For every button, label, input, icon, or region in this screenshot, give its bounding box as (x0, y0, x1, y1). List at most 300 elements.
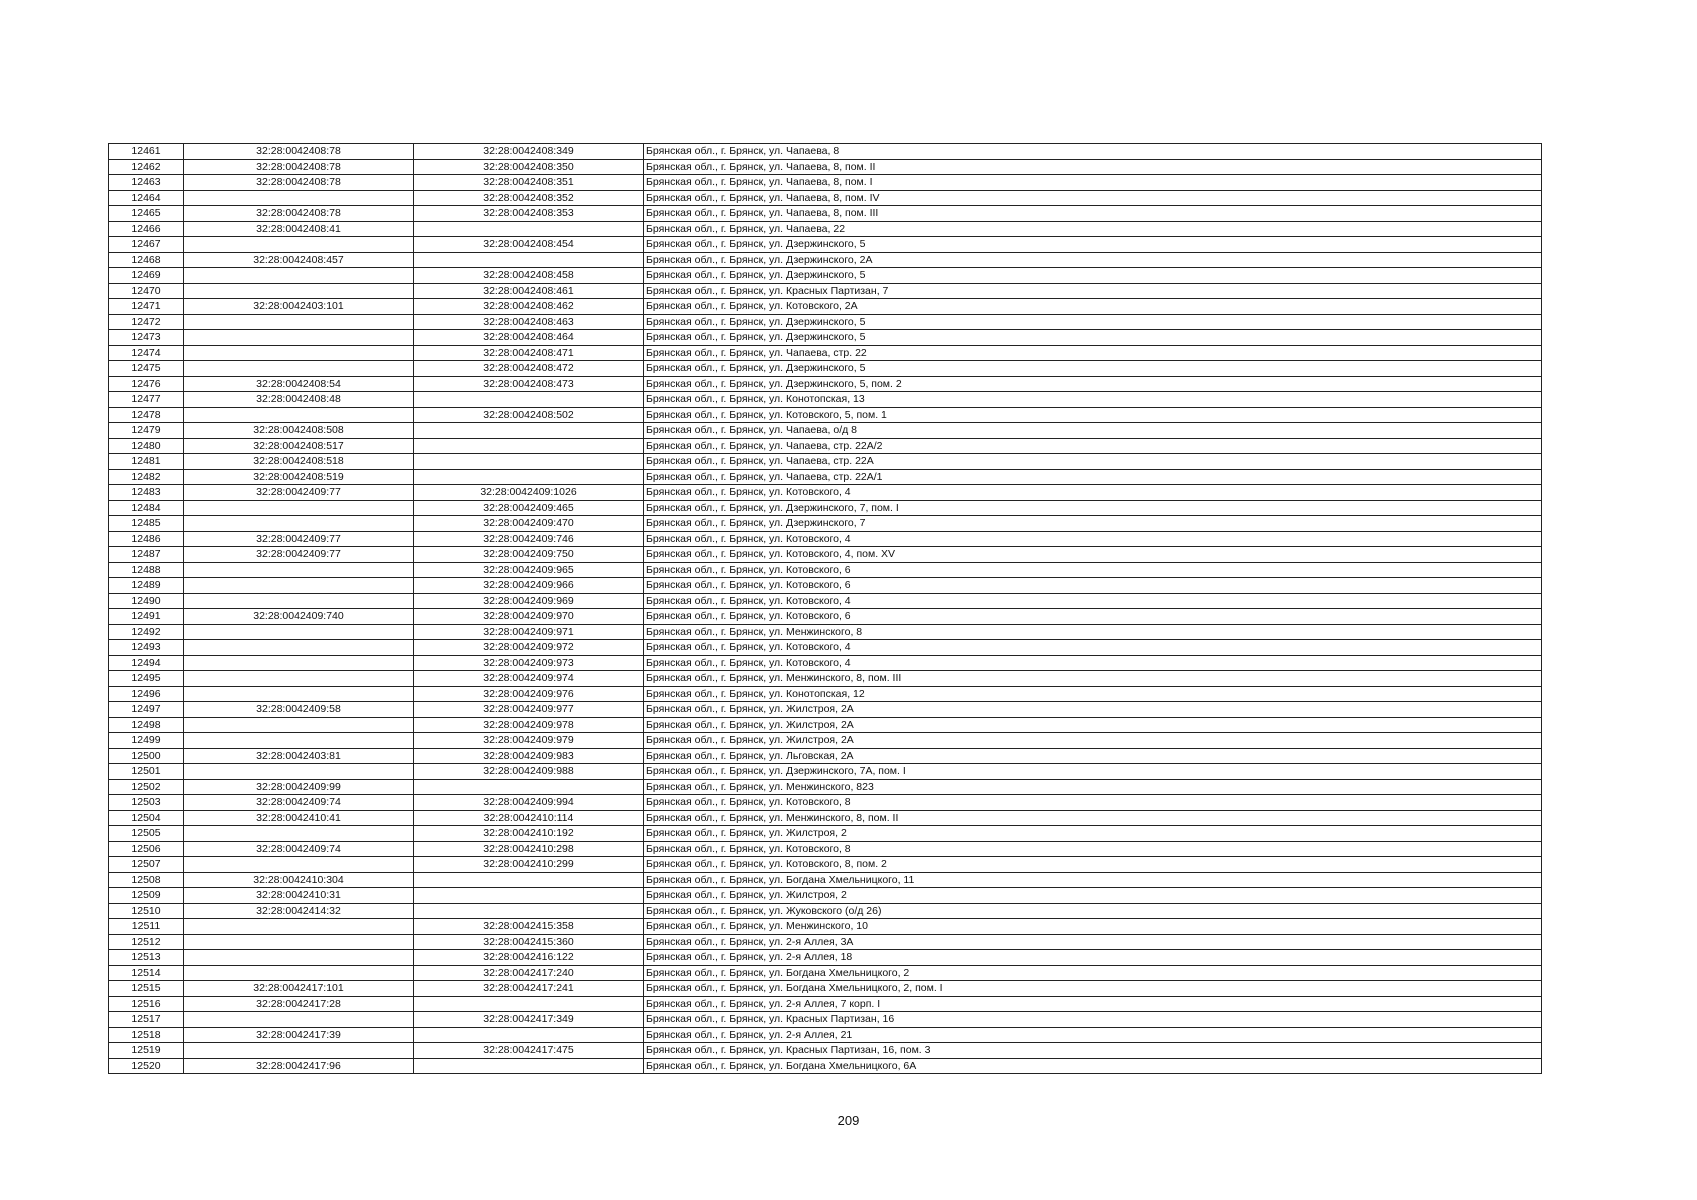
table-row (109, 314, 1542, 330)
table-row (109, 361, 1542, 377)
address-cell: Брянская обл., г. Брянск, ул. Менжинского, 823 (644, 779, 1542, 795)
cadastral-number-cell (414, 469, 644, 485)
address-cell: Брянская обл., г. Брянск, ул. Котовского, 6 (644, 562, 1542, 578)
parent-cadastral-number-cell: 32:28:0042408:48 (184, 392, 414, 408)
address-cell: Брянская обл., г. Брянск, ул. Котовского, 2А (644, 299, 1542, 315)
cadastral-number-cell: 32:28:0042408:353 (414, 206, 644, 222)
table-row (109, 872, 1542, 888)
address-cell: Брянская обл., г. Брянск, ул. 2-я Аллея, 7 корп. I (644, 996, 1542, 1012)
parent-cadastral-number-cell: 32:28:0042408:78 (184, 206, 414, 222)
row-number-cell: 12461 (109, 144, 184, 160)
parent-cadastral-number-cell (184, 190, 414, 206)
parent-cadastral-number-cell (184, 562, 414, 578)
cadastral-number-cell: 32:28:0042408:461 (414, 283, 644, 299)
table-row (109, 810, 1542, 826)
address-cell: Брянская обл., г. Брянск, ул. Богдана Хмельницкого, 6А (644, 1058, 1542, 1074)
parent-cadastral-number-cell (184, 500, 414, 516)
address-cell: Брянская обл., г. Брянск, ул. Котовского, 4 (644, 485, 1542, 501)
cadastral-number-cell: 32:28:0042409:966 (414, 578, 644, 594)
table-row (109, 903, 1542, 919)
table-body (109, 144, 1542, 1074)
table-row (109, 252, 1542, 268)
row-number-cell: 12509 (109, 888, 184, 904)
cadastral-number-cell: 32:28:0042409:977 (414, 702, 644, 718)
table-row (109, 764, 1542, 780)
address-cell: Брянская обл., г. Брянск, ул. 2-я Аллея, 18 (644, 950, 1542, 966)
cadastral-number-cell: 32:28:0042417:240 (414, 965, 644, 981)
row-number-cell: 12496 (109, 686, 184, 702)
table-row (109, 950, 1542, 966)
row-number-cell: 12485 (109, 516, 184, 532)
table-row (109, 206, 1542, 222)
row-number-cell: 12507 (109, 857, 184, 873)
table-row (109, 454, 1542, 470)
parent-cadastral-number-cell: 32:28:0042408:517 (184, 438, 414, 454)
row-number-cell: 12511 (109, 919, 184, 935)
parent-cadastral-number-cell: 32:28:0042408:457 (184, 252, 414, 268)
table-row (109, 593, 1542, 609)
address-cell: Брянская обл., г. Брянск, ул. Чапаева, 8, пом. IV (644, 190, 1542, 206)
row-number-cell: 12519 (109, 1043, 184, 1059)
cadastral-number-cell: 32:28:0042408:471 (414, 345, 644, 361)
address-cell: Брянская обл., г. Брянск, ул. Дзержинского, 5 (644, 361, 1542, 377)
row-number-cell: 12469 (109, 268, 184, 284)
parent-cadastral-number-cell: 32:28:0042403:101 (184, 299, 414, 315)
table-row (109, 919, 1542, 935)
table-row (109, 671, 1542, 687)
row-number-cell: 12470 (109, 283, 184, 299)
address-cell: Брянская обл., г. Брянск, ул. Дзержинского, 7, пом. I (644, 500, 1542, 516)
row-number-cell: 12518 (109, 1027, 184, 1043)
row-number-cell: 12498 (109, 717, 184, 733)
row-number-cell: 12464 (109, 190, 184, 206)
address-cell: Брянская обл., г. Брянск, ул. Котовского, 4 (644, 640, 1542, 656)
cadastral-number-cell: 32:28:0042408:462 (414, 299, 644, 315)
cadastral-number-cell (414, 392, 644, 408)
row-number-cell: 12467 (109, 237, 184, 253)
row-number-cell: 12480 (109, 438, 184, 454)
address-cell: Брянская обл., г. Брянск, ул. Котовского, 8, пом. 2 (644, 857, 1542, 873)
address-cell: Брянская обл., г. Брянск, ул. Жилстроя, 2 (644, 826, 1542, 842)
cadastral-number-cell: 32:28:0042409:470 (414, 516, 644, 532)
parent-cadastral-number-cell: 32:28:0042417:96 (184, 1058, 414, 1074)
parent-cadastral-number-cell (184, 671, 414, 687)
parent-cadastral-number-cell (184, 1012, 414, 1028)
address-cell: Брянская обл., г. Брянск, ул. Красных Партизан, 7 (644, 283, 1542, 299)
row-number-cell: 12516 (109, 996, 184, 1012)
table-row (109, 748, 1542, 764)
address-cell: Брянская обл., г. Брянск, ул. Котовского, 4 (644, 593, 1542, 609)
parent-cadastral-number-cell (184, 826, 414, 842)
parent-cadastral-number-cell (184, 919, 414, 935)
address-cell: Брянская обл., г. Брянск, ул. Котовского, 6 (644, 578, 1542, 594)
parent-cadastral-number-cell (184, 516, 414, 532)
cadastral-number-cell: 32:28:0042408:502 (414, 407, 644, 423)
parent-cadastral-number-cell (184, 578, 414, 594)
address-cell: Брянская обл., г. Брянск, ул. Красных Партизан, 16 (644, 1012, 1542, 1028)
parent-cadastral-number-cell: 32:28:0042409:77 (184, 531, 414, 547)
parent-cadastral-number-cell (184, 640, 414, 656)
table-row (109, 965, 1542, 981)
address-cell: Брянская обл., г. Брянск, ул. Жуковского (о/д 26) (644, 903, 1542, 919)
cadastral-number-cell: 32:28:0042409:750 (414, 547, 644, 563)
parent-cadastral-number-cell: 32:28:0042410:304 (184, 872, 414, 888)
address-cell: Брянская обл., г. Брянск, ул. Чапаева, 22 (644, 221, 1542, 237)
cadastral-number-cell: 32:28:0042409:965 (414, 562, 644, 578)
row-number-cell: 12479 (109, 423, 184, 439)
cadastral-number-cell: 32:28:0042415:360 (414, 934, 644, 950)
address-cell: Брянская обл., г. Брянск, ул. Чапаева, стр. 22 (644, 345, 1542, 361)
row-number-cell: 12474 (109, 345, 184, 361)
cadastral-number-cell: 32:28:0042408:352 (414, 190, 644, 206)
parent-cadastral-number-cell (184, 934, 414, 950)
cadastral-number-cell: 32:28:0042409:994 (414, 795, 644, 811)
row-number-cell: 12491 (109, 609, 184, 625)
address-cell: Брянская обл., г. Брянск, ул. Жилстроя, 2А (644, 733, 1542, 749)
table-row (109, 996, 1542, 1012)
row-number-cell: 12495 (109, 671, 184, 687)
row-number-cell: 12484 (109, 500, 184, 516)
cadastral-number-cell: 32:28:0042409:969 (414, 593, 644, 609)
parent-cadastral-number-cell (184, 283, 414, 299)
parent-cadastral-number-cell (184, 407, 414, 423)
address-cell: Брянская обл., г. Брянск, ул. Конотопская, 12 (644, 686, 1542, 702)
cadastral-number-cell (414, 1058, 644, 1074)
cadastral-number-cell: 32:28:0042409:970 (414, 609, 644, 625)
row-number-cell: 12502 (109, 779, 184, 795)
table-row (109, 159, 1542, 175)
cadastral-number-cell (414, 903, 644, 919)
cadastral-number-cell: 32:28:0042408:463 (414, 314, 644, 330)
table-row (109, 500, 1542, 516)
address-cell: Брянская обл., г. Брянск, ул. Дзержинского, 7А, пом. I (644, 764, 1542, 780)
table-row (109, 407, 1542, 423)
table-row (109, 655, 1542, 671)
address-cell: Брянская обл., г. Брянск, ул. Менжинского, 8, пом. II (644, 810, 1542, 826)
table-row (109, 934, 1542, 950)
table-row (109, 1027, 1542, 1043)
table-row (109, 144, 1542, 160)
table-row (109, 237, 1542, 253)
address-cell: Брянская обл., г. Брянск, ул. Богдана Хмельницкого, 2, пом. I (644, 981, 1542, 997)
table-row (109, 795, 1542, 811)
table-row (109, 345, 1542, 361)
address-cell: Брянская обл., г. Брянск, ул. 2-я Аллея, 21 (644, 1027, 1542, 1043)
table-row (109, 268, 1542, 284)
cadastral-number-cell: 32:28:0042410:192 (414, 826, 644, 842)
table-row (109, 609, 1542, 625)
address-cell: Брянская обл., г. Брянск, ул. Дзержинского, 5 (644, 237, 1542, 253)
parent-cadastral-number-cell: 32:28:0042408:41 (184, 221, 414, 237)
address-cell: Брянская обл., г. Брянск, ул. Жилстроя, 2 (644, 888, 1542, 904)
table-row (109, 531, 1542, 547)
address-cell: Брянская обл., г. Брянск, ул. Чапаева, 8, пом. III (644, 206, 1542, 222)
address-cell: Брянская обл., г. Брянск, ул. Чапаева, 8 (644, 144, 1542, 160)
cadastral-number-cell: 32:28:0042409:983 (414, 748, 644, 764)
row-number-cell: 12514 (109, 965, 184, 981)
cadastral-number-cell: 32:28:0042408:454 (414, 237, 644, 253)
table-row (109, 779, 1542, 795)
table-row (109, 423, 1542, 439)
parent-cadastral-number-cell: 32:28:0042408:518 (184, 454, 414, 470)
parent-cadastral-number-cell: 32:28:0042409:99 (184, 779, 414, 795)
address-cell: Брянская обл., г. Брянск, ул. Дзержинского, 5 (644, 330, 1542, 346)
row-number-cell: 12513 (109, 950, 184, 966)
parent-cadastral-number-cell: 32:28:0042409:74 (184, 795, 414, 811)
address-cell: Брянская обл., г. Брянск, ул. Менжинского, 8, пом. III (644, 671, 1542, 687)
parent-cadastral-number-cell (184, 655, 414, 671)
address-cell: Брянская обл., г. Брянск, ул. Красных Партизан, 16, пом. 3 (644, 1043, 1542, 1059)
cadastral-number-cell: 32:28:0042408:351 (414, 175, 644, 191)
table-row (109, 733, 1542, 749)
address-cell: Брянская обл., г. Брянск, ул. Котовского, 8 (644, 795, 1542, 811)
parent-cadastral-number-cell: 32:28:0042408:78 (184, 175, 414, 191)
cadastral-number-cell (414, 438, 644, 454)
row-number-cell: 12499 (109, 733, 184, 749)
row-number-cell: 12493 (109, 640, 184, 656)
row-number-cell: 12486 (109, 531, 184, 547)
cadastral-number-cell: 32:28:0042409:976 (414, 686, 644, 702)
parent-cadastral-number-cell (184, 686, 414, 702)
cadastral-number-cell (414, 423, 644, 439)
row-number-cell: 12473 (109, 330, 184, 346)
address-cell: Брянская обл., г. Брянск, ул. Котовского, 6 (644, 609, 1542, 625)
address-cell: Брянская обл., г. Брянск, ул. Дзержинского, 7 (644, 516, 1542, 532)
parent-cadastral-number-cell: 32:28:0042410:41 (184, 810, 414, 826)
cadastral-number-cell: 32:28:0042415:358 (414, 919, 644, 935)
cadastral-number-cell: 32:28:0042417:241 (414, 981, 644, 997)
cadastral-number-cell: 32:28:0042409:972 (414, 640, 644, 656)
parent-cadastral-number-cell: 32:28:0042417:28 (184, 996, 414, 1012)
row-number-cell: 12508 (109, 872, 184, 888)
table-row (109, 485, 1542, 501)
parent-cadastral-number-cell: 32:28:0042408:508 (184, 423, 414, 439)
table-row (109, 283, 1542, 299)
address-cell: Брянская обл., г. Брянск, ул. Льговская, 2А (644, 748, 1542, 764)
parent-cadastral-number-cell (184, 237, 414, 253)
table-row (109, 717, 1542, 733)
address-cell: Брянская обл., г. Брянск, ул. Менжинского, 8 (644, 624, 1542, 640)
cadastral-table (108, 143, 1542, 1074)
row-number-cell: 12475 (109, 361, 184, 377)
parent-cadastral-number-cell: 32:28:0042409:58 (184, 702, 414, 718)
row-number-cell: 12490 (109, 593, 184, 609)
parent-cadastral-number-cell (184, 361, 414, 377)
row-number-cell: 12472 (109, 314, 184, 330)
cadastral-number-cell: 32:28:0042409:971 (414, 624, 644, 640)
table-row (109, 826, 1542, 842)
parent-cadastral-number-cell: 32:28:0042408:54 (184, 376, 414, 392)
address-cell: Брянская обл., г. Брянск, ул. Дзержинского, 5 (644, 314, 1542, 330)
cadastral-number-cell: 32:28:0042408:464 (414, 330, 644, 346)
cadastral-number-cell: 32:28:0042410:298 (414, 841, 644, 857)
table-row (109, 1058, 1542, 1074)
address-cell: Брянская обл., г. Брянск, ул. Чапаева, о/д 8 (644, 423, 1542, 439)
cadastral-number-cell: 32:28:0042408:472 (414, 361, 644, 377)
table-row (109, 702, 1542, 718)
address-cell: Брянская обл., г. Брянск, ул. Котовского, 4 (644, 655, 1542, 671)
table-row (109, 640, 1542, 656)
address-cell: Брянская обл., г. Брянск, ул. Богдана Хмельницкого, 11 (644, 872, 1542, 888)
cadastral-number-cell (414, 779, 644, 795)
table-row (109, 888, 1542, 904)
cadastral-number-cell: 32:28:0042408:349 (414, 144, 644, 160)
row-number-cell: 12488 (109, 562, 184, 578)
table-row (109, 686, 1542, 702)
table-row (109, 330, 1542, 346)
page-number: 209 (837, 1113, 860, 1128)
parent-cadastral-number-cell: 32:28:0042403:81 (184, 748, 414, 764)
parent-cadastral-number-cell (184, 1043, 414, 1059)
cadastral-number-cell: 32:28:0042409:979 (414, 733, 644, 749)
cadastral-number-cell: 32:28:0042416:122 (414, 950, 644, 966)
row-number-cell: 12517 (109, 1012, 184, 1028)
cadastral-number-cell: 32:28:0042409:1026 (414, 485, 644, 501)
address-cell: Брянская обл., г. Брянск, ул. 2-я Аллея, 3А (644, 934, 1542, 950)
row-number-cell: 12482 (109, 469, 184, 485)
table-row (109, 175, 1542, 191)
table-row (109, 221, 1542, 237)
cadastral-number-cell: 32:28:0042409:465 (414, 500, 644, 516)
row-number-cell: 12487 (109, 547, 184, 563)
table-row (109, 578, 1542, 594)
table-row (109, 547, 1542, 563)
parent-cadastral-number-cell: 32:28:0042410:31 (184, 888, 414, 904)
cadastral-number-cell: 32:28:0042409:978 (414, 717, 644, 733)
row-number-cell: 12471 (109, 299, 184, 315)
parent-cadastral-number-cell (184, 593, 414, 609)
address-cell: Брянская обл., г. Брянск, ул. Котовского, 5, пом. 1 (644, 407, 1542, 423)
cadastral-number-cell: 32:28:0042409:973 (414, 655, 644, 671)
row-number-cell: 12503 (109, 795, 184, 811)
address-cell: Брянская обл., г. Брянск, ул. Чапаева, стр. 22А (644, 454, 1542, 470)
parent-cadastral-number-cell (184, 733, 414, 749)
row-number-cell: 12510 (109, 903, 184, 919)
row-number-cell: 12512 (109, 934, 184, 950)
row-number-cell: 12466 (109, 221, 184, 237)
address-cell: Брянская обл., г. Брянск, ул. Жилстроя, 2А (644, 702, 1542, 718)
cadastral-number-cell: 32:28:0042410:114 (414, 810, 644, 826)
address-cell: Брянская обл., г. Брянск, ул. Чапаева, 8, пом. I (644, 175, 1542, 191)
table-row (109, 1043, 1542, 1059)
table-row (109, 841, 1542, 857)
cadastral-number-cell: 32:28:0042408:458 (414, 268, 644, 284)
row-number-cell: 12494 (109, 655, 184, 671)
parent-cadastral-number-cell: 32:28:0042414:32 (184, 903, 414, 919)
cadastral-number-cell (414, 888, 644, 904)
parent-cadastral-number-cell (184, 857, 414, 873)
table-row (109, 469, 1542, 485)
cadastral-number-cell: 32:28:0042409:746 (414, 531, 644, 547)
row-number-cell: 12478 (109, 407, 184, 423)
row-number-cell: 12476 (109, 376, 184, 392)
address-cell: Брянская обл., г. Брянск, ул. Менжинского, 10 (644, 919, 1542, 935)
cadastral-number-cell: 32:28:0042409:974 (414, 671, 644, 687)
cadastral-number-cell (414, 221, 644, 237)
row-number-cell: 12504 (109, 810, 184, 826)
address-cell: Брянская обл., г. Брянск, ул. Чапаева, стр. 22А/1 (644, 469, 1542, 485)
address-cell: Брянская обл., г. Брянск, ул. Жилстроя, 2А (644, 717, 1542, 733)
address-cell: Брянская обл., г. Брянск, ул. Котовского, 8 (644, 841, 1542, 857)
table-row (109, 857, 1542, 873)
row-number-cell: 12501 (109, 764, 184, 780)
cadastral-number-cell (414, 996, 644, 1012)
row-number-cell: 12506 (109, 841, 184, 857)
cadastral-number-cell: 32:28:0042408:350 (414, 159, 644, 175)
row-number-cell: 12520 (109, 1058, 184, 1074)
table-row (109, 392, 1542, 408)
row-number-cell: 12483 (109, 485, 184, 501)
parent-cadastral-number-cell: 32:28:0042408:78 (184, 159, 414, 175)
row-number-cell: 12492 (109, 624, 184, 640)
parent-cadastral-number-cell: 32:28:0042409:77 (184, 485, 414, 501)
row-number-cell: 12463 (109, 175, 184, 191)
row-number-cell: 12515 (109, 981, 184, 997)
row-number-cell: 12505 (109, 826, 184, 842)
parent-cadastral-number-cell (184, 950, 414, 966)
table-row (109, 299, 1542, 315)
cadastral-number-cell: 32:28:0042408:473 (414, 376, 644, 392)
parent-cadastral-number-cell (184, 717, 414, 733)
row-number-cell: 12462 (109, 159, 184, 175)
address-cell: Брянская обл., г. Брянск, ул. Чапаева, стр. 22А/2 (644, 438, 1542, 454)
table-row (109, 438, 1542, 454)
row-number-cell: 12481 (109, 454, 184, 470)
table-row (109, 624, 1542, 640)
cadastral-number-cell: 32:28:0042410:299 (414, 857, 644, 873)
cadastral-number-cell (414, 1027, 644, 1043)
cadastral-number-cell (414, 872, 644, 888)
table-row (109, 1012, 1542, 1028)
table-row (109, 376, 1542, 392)
row-number-cell: 12468 (109, 252, 184, 268)
row-number-cell: 12500 (109, 748, 184, 764)
parent-cadastral-number-cell: 32:28:0042417:101 (184, 981, 414, 997)
cadastral-number-cell: 32:28:0042409:988 (414, 764, 644, 780)
row-number-cell: 12477 (109, 392, 184, 408)
row-number-cell: 12465 (109, 206, 184, 222)
parent-cadastral-number-cell: 32:28:0042408:78 (184, 144, 414, 160)
address-cell: Брянская обл., г. Брянск, ул. Дзержинского, 2А (644, 252, 1542, 268)
row-number-cell: 12497 (109, 702, 184, 718)
address-cell: Брянская обл., г. Брянск, ул. Чапаева, 8, пом. II (644, 159, 1542, 175)
parent-cadastral-number-cell (184, 624, 414, 640)
address-cell: Брянская обл., г. Брянск, ул. Дзержинского, 5 (644, 268, 1542, 284)
table-row (109, 516, 1542, 532)
cadastral-number-cell: 32:28:0042417:475 (414, 1043, 644, 1059)
address-cell: Брянская обл., г. Брянск, ул. Богдана Хмельницкого, 2 (644, 965, 1542, 981)
parent-cadastral-number-cell (184, 965, 414, 981)
parent-cadastral-number-cell (184, 314, 414, 330)
cadastral-number-cell (414, 252, 644, 268)
parent-cadastral-number-cell: 32:28:0042417:39 (184, 1027, 414, 1043)
parent-cadastral-number-cell (184, 764, 414, 780)
parent-cadastral-number-cell (184, 345, 414, 361)
cadastral-number-cell: 32:28:0042417:349 (414, 1012, 644, 1028)
parent-cadastral-number-cell: 32:28:0042409:74 (184, 841, 414, 857)
parent-cadastral-number-cell: 32:28:0042409:77 (184, 547, 414, 563)
address-cell: Брянская обл., г. Брянск, ул. Котовского, 4 (644, 531, 1542, 547)
address-cell: Брянская обл., г. Брянск, ул. Дзержинского, 5, пом. 2 (644, 376, 1542, 392)
address-cell: Брянская обл., г. Брянск, ул. Котовского, 4, пом. XV (644, 547, 1542, 563)
parent-cadastral-number-cell (184, 268, 414, 284)
parent-cadastral-number-cell (184, 330, 414, 346)
parent-cadastral-number-cell: 32:28:0042408:519 (184, 469, 414, 485)
table-row (109, 190, 1542, 206)
parent-cadastral-number-cell: 32:28:0042409:740 (184, 609, 414, 625)
cadastral-number-cell (414, 454, 644, 470)
table-row (109, 562, 1542, 578)
